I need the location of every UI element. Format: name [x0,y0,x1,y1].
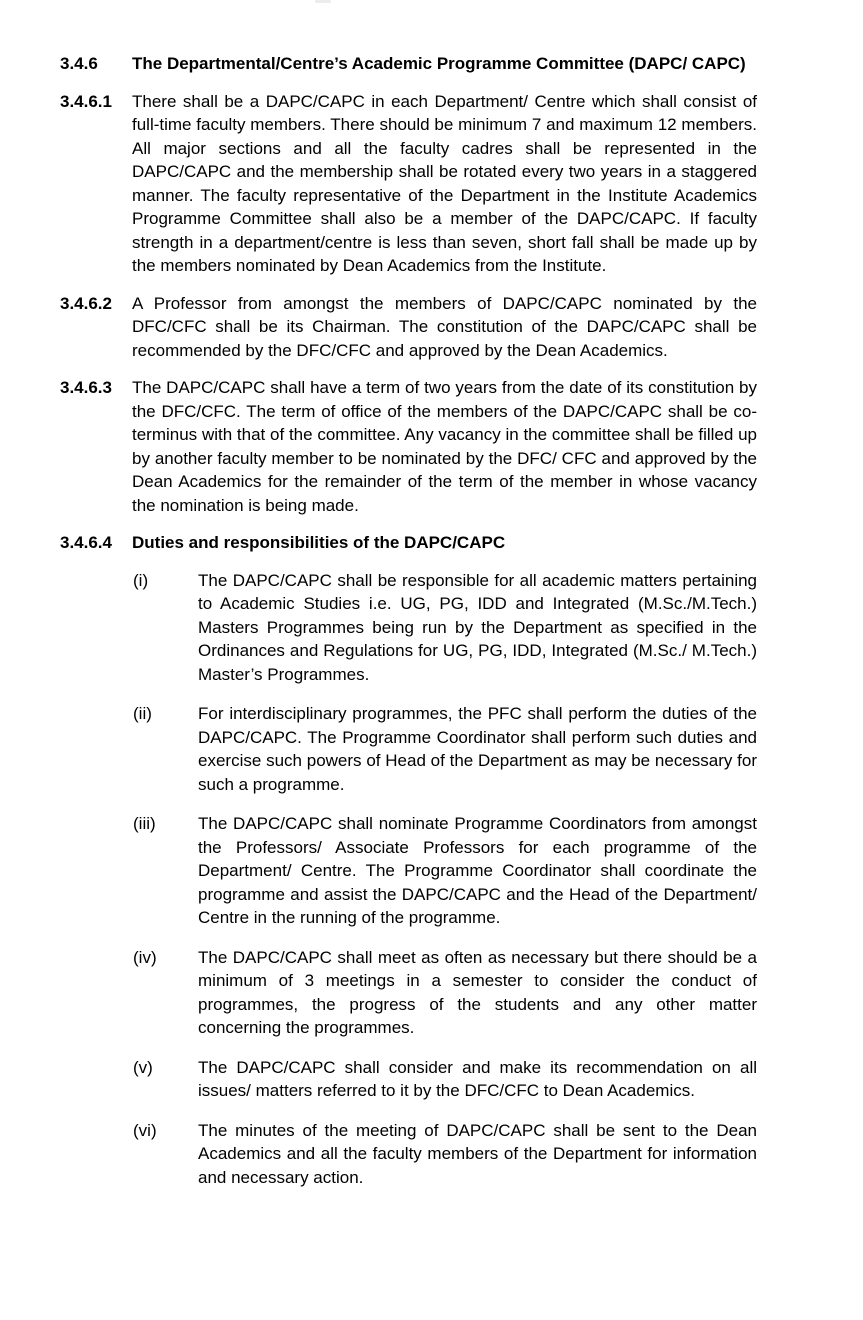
clause-number: 3.4.6.1 [60,91,112,111]
clause-3-4-6-1 [60,90,757,278]
page-top-artifact [315,0,331,3]
clause-number: 3.4.6.2 [60,293,112,313]
duty-text: The DAPC/CAPC shall meet as often as necessary but there should be a minimum of 3 meetings in a semester to consider the conduct of programmes, the progress of the students and any other matter concerning the programmes. [198,947,757,1037]
duties-list [60,569,757,1190]
duty-item-iii [133,812,757,930]
duty-item-v [133,1056,757,1103]
clause-number: 3.4.6.4 [60,533,112,552]
duty-text: The DAPC/CAPC shall be responsible for all academic matters pertaining to Academic Studies i.e. UG, PG, IDD and Integrated (M.Sc./M.Tech.) Masters Programmes being run by the Department as specified in the Ordinances and Regulations for UG, PG, IDD, Integrated (M.Sc./ M.Tech.) Master’s Programmes. [198,570,757,684]
clause-text: There shall be a DAPC/CAPC in each Department/ Centre which shall consist of full-time faculty members. There should be minimum 7 and maximum 12 members. All major sections and all the faculty cadres shall be represented in the DAPC/CAPC and the membership shall be rotated every two years in a staggered manner. The faculty representative of the Department in the Institute Academics Programme Committee shall also be a member of the DAPC/CAPC. If faculty strength in a department/centre is less than seven, short fall shall be made up by the members nominated by Dean Academics from the Institute. [132,91,757,275]
duty-item-i [133,569,757,687]
duty-item-vi [133,1119,757,1190]
duty-item-ii [133,702,757,796]
duty-text: The minutes of the meeting of DAPC/CAPC shall be sent to the Dean Academics and all the faculty members of the Department for information and necessary action. [198,1120,757,1187]
clause-text: The DAPC/CAPC shall have a term of two years from the date of its constitution by the DFC/CFC. The term of office of the members of the DAPC/CAPC shall be co-terminus with that of the committee. Any vacancy in the committee shall be filled up by another faculty member to be nominated by the DFC/ CFC and approved by the Dean Academics for the remainder of the term of the member in whose vacancy the nomination is being made. [132,378,757,515]
duty-item-iv [133,946,757,1040]
section-title: The Departmental/Centre’s Academic Programme Committee (DAPC/ CAPC) [132,54,746,73]
clause-3-4-6-3 [60,376,757,517]
section-number: 3.4.6 [60,54,98,73]
duty-marker: (ii) [133,704,152,723]
clause-3-4-6-2 [60,292,757,363]
duty-marker: (vi) [133,1120,157,1140]
section-heading-3-4-6 [60,52,757,76]
clause-number: 3.4.6.3 [60,378,112,397]
duties-heading-3-4-6-4 [60,531,757,555]
duty-marker: (iv) [133,947,157,967]
duty-text: The DAPC/CAPC shall consider and make its recommendation on all issues/ matters referred to it by the DFC/CFC to Dean Academics. [198,1057,757,1100]
duty-marker: (i) [133,570,149,590]
duty-marker: (iii) [133,814,156,833]
clause-text: A Professor from amongst the members of DAPC/CAPC nominated by the DFC/CFC shall be its Chairman. The constitution of the DAPC/CAPC shall be recommended by the DFC/CFC and approved by the Dean Academics. [132,293,757,360]
duty-text: For interdisciplinary programmes, the PFC shall perform the duties of the DAPC/CAPC. The Programme Coordinator shall perform such duties and exercise such powers of Head of the Department as may be necessary for such a programme. [198,704,757,794]
duty-text: The DAPC/CAPC shall nominate Programme Coordinators from amongst the Professors/ Associate Professors for each programme of the Department/ Centre. The Programme Coordinator shall coordinate the programme and assist the DAPC/CAPC and the Head of the Department/ Centre in the running of the programme. [198,814,757,927]
duties-heading-title: Duties and responsibilities of the DAPC/CAPC [132,533,506,552]
duty-marker: (v) [133,1057,153,1077]
